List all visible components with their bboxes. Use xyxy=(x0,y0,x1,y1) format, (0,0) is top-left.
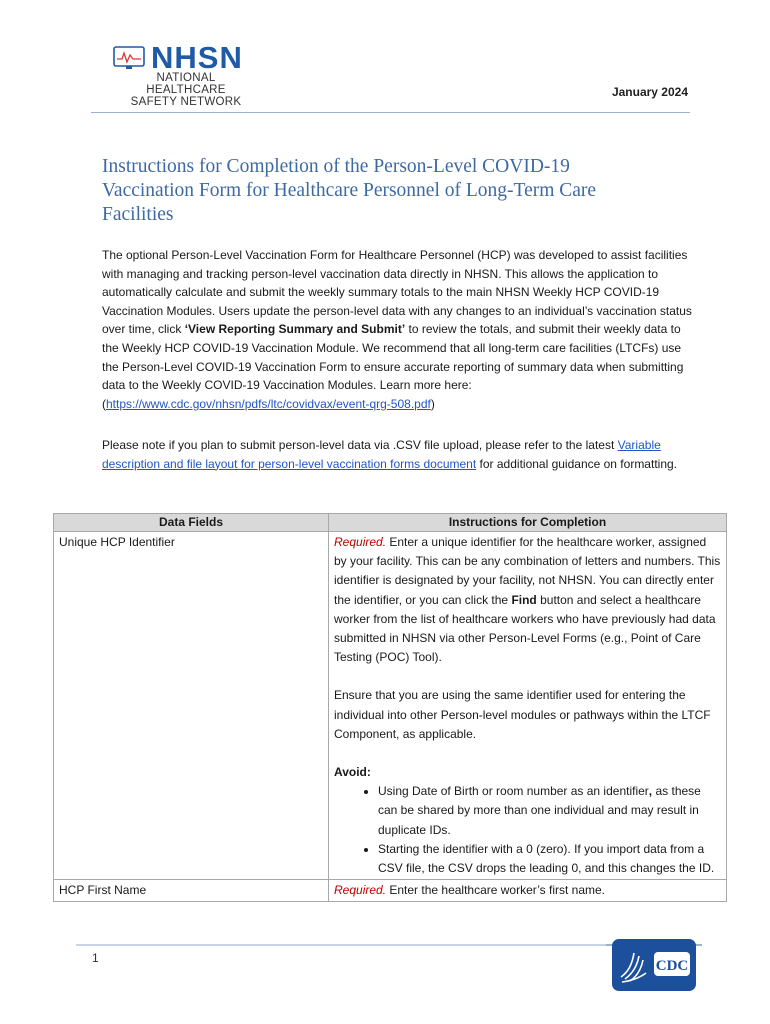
instruction-paragraph xyxy=(334,533,721,667)
instruction-text: Enter the healthcare worker’s first name. xyxy=(386,883,606,898)
avoid-list xyxy=(334,782,721,878)
bullet-bold-comma: , xyxy=(648,784,653,799)
instructions-table xyxy=(53,513,727,902)
logo-wordmark: NHSN xyxy=(151,40,243,75)
paragraph-gap xyxy=(334,667,721,686)
required-label: Required. xyxy=(334,535,387,549)
avoid-label: Avoid: xyxy=(334,765,371,780)
page-number: 1 xyxy=(92,951,99,965)
logo-subtitle xyxy=(116,72,256,108)
table-header-row xyxy=(54,514,727,532)
logo-subtitle-line1: NATIONAL HEALTHCARE xyxy=(146,72,226,96)
field-name-cell: Unique HCP Identifier xyxy=(54,532,329,880)
bullet-text: Using Date of Birth or room number as an identifier xyxy=(378,784,649,799)
logo-subtitle-line2: SAFETY NETWORK xyxy=(130,96,242,108)
instruction-text: Enter a unique identifier for the healthcare worker, assigned by your facility. This can be any combination of letters and numbers. This identifier is designated by your facility, not NHSN. You can directly enter the identifier, or you can click the xyxy=(334,535,721,607)
header-divider xyxy=(91,112,690,113)
document-date: January 2024 xyxy=(611,85,688,99)
nhsn-logo xyxy=(113,40,263,108)
csv-note-text-a: Please note if you plan to submit person-level data via .CSV file upload, please refer to the latest xyxy=(102,438,618,452)
list-item xyxy=(378,782,721,840)
intro-paragraph xyxy=(102,246,692,413)
csv-note-paragraph xyxy=(102,436,692,473)
find-button-mention: Find xyxy=(511,592,537,607)
nhsn-monitor-icon xyxy=(113,46,147,70)
table-row xyxy=(54,880,727,902)
csv-note-text-b: for additional guidance on formatting. xyxy=(476,456,677,471)
variable-description-link[interactable]: Variable description and file layout for person-level vaccination forms document xyxy=(102,438,661,471)
header-data-fields: Data Fields xyxy=(54,514,329,532)
intro-text-b: to review the totals, and submit their weekly data to the Weekly HCP COVID-19 Vaccination Module. We recommend that all long-term care facilities (LTCFs) use the Person-Level COVID-19 Vaccination Form to ensure accurate reporting of summary data when submitting data to the Weekly COVID-19 Vaccination Modules. Learn more here: ( xyxy=(102,322,684,411)
cdc-hhs-logo xyxy=(612,939,696,991)
paragraph-gap xyxy=(334,744,721,763)
field-name-cell: HCP First Name xyxy=(54,880,329,902)
table-row xyxy=(54,532,727,880)
qrg-link[interactable]: https://www.cdc.gov/nhsn/pdfs/ltc/covidvax/event-qrg-508.pdf xyxy=(106,396,431,411)
document-title: Instructions for Completion of the Person-Level COVID-19 Vaccination Form for Healthcare Personnel of Long-Term Care Facilities xyxy=(102,156,597,225)
intro-bold-text: ‘View Reporting Summary and Submit’ xyxy=(184,322,406,337)
cdc-wordmark: CDC xyxy=(655,958,689,974)
instruction-paragraph: Ensure that you are using the same identifier used for entering the individual into other Person-level modules or pathways within the LTCF Component, as applicable. xyxy=(334,688,711,741)
bullet-text: as these can be shared by more than one individual and may result in duplicate IDs. xyxy=(378,784,701,837)
list-item: • Starting the identifier with a 0 (zero). If you import data from a CSV file, the CSV drops the leading 0, and this changes the ID. xyxy=(378,840,721,878)
instruction-text: button and select a healthcare worker from the list of healthcare workers who have previously had data submitted in NHSN via other Person-Level Forms (e.g., Point of Care Testing (POC) Tool). xyxy=(334,592,716,665)
header-instructions: Instructions for Completion xyxy=(329,514,727,532)
instructions-cell xyxy=(329,532,727,880)
required-label: Required. xyxy=(334,883,387,898)
intro-text-a: The optional Person-Level Vaccination Form for Healthcare Personnel (HCP) was developed to assist facilities with managing and tracking person-level vaccination data directly in NHSN. This allows the application to automatically calculate and submit the weekly summary totals to the main NHSN Weekly HCP COVID-19 Vaccination Modules. Users update the person-level data with any changes to an individual’s vaccination status over time, click xyxy=(102,248,692,337)
intro-text-c: ) xyxy=(430,396,435,411)
instructions-cell xyxy=(329,880,727,902)
